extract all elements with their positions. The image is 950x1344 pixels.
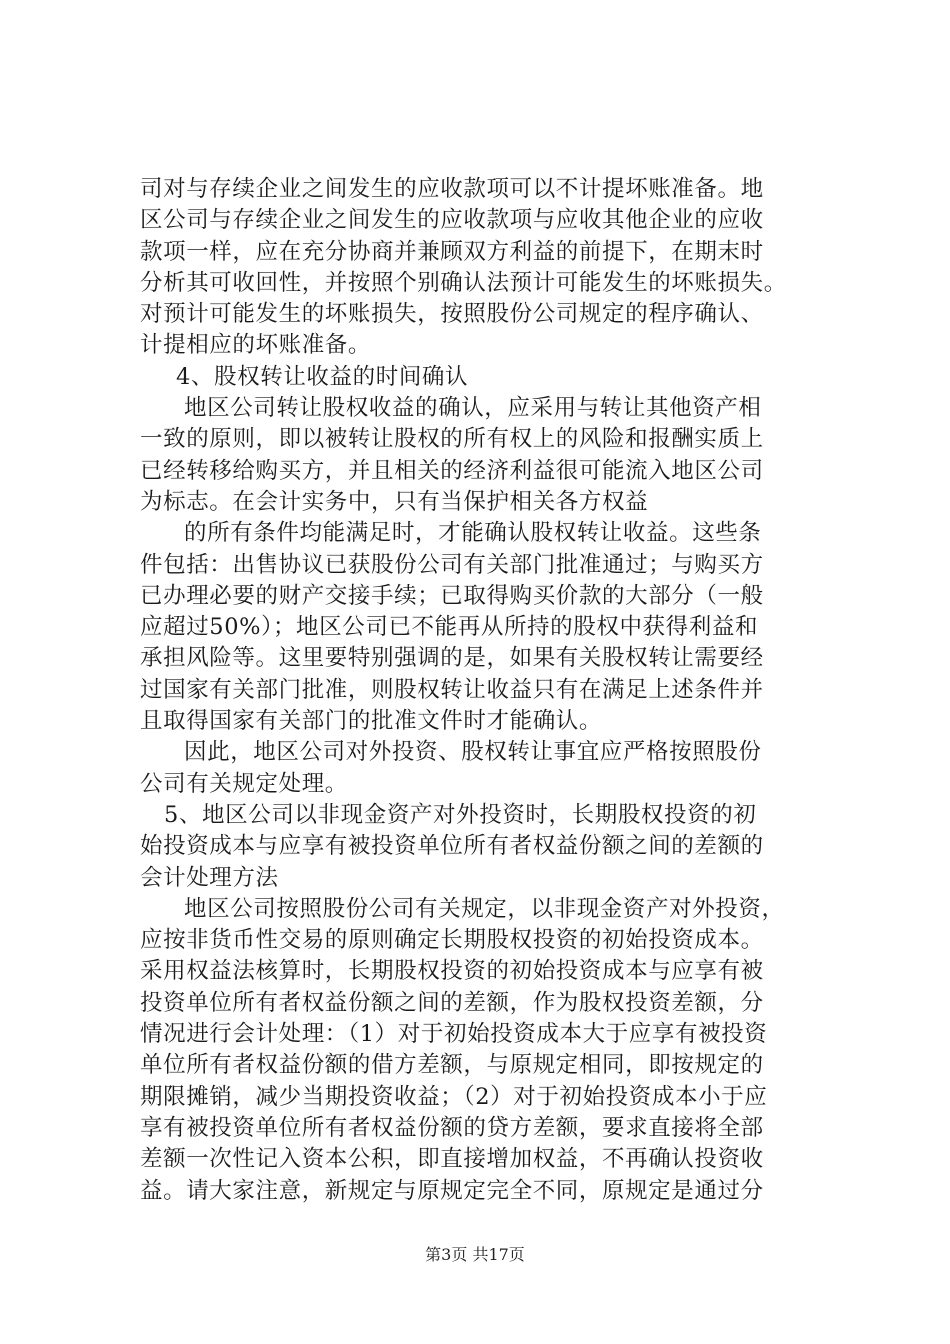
page-footer: [0, 1242, 950, 1265]
text-line: 司对与存续企业之间发生的应收款项可以不计提坏账准备。地: [140, 176, 764, 202]
text-line: 始投资成本与应享有被投资单位所有者权益份额之间的差额的: [140, 833, 764, 860]
body-text: [140, 174, 840, 1207]
page-number: 第3页 共17页: [425, 1245, 525, 1264]
text-line: 过国家有关部门批准，则股权转让收益只有在满足上述条件并: [140, 676, 764, 703]
text-line: 公司有关规定处理。: [140, 770, 348, 797]
text-line: 一致的原则，即以被转让股权的所有权上的风险和报酬实质上: [140, 426, 764, 453]
text-line: 因此，地区公司对外投资、股权转让事宜应严格按照股份: [184, 739, 762, 766]
text-line: 单位所有者权益份额的借方差额，与原规定相同，即按规定的: [140, 1052, 764, 1079]
text-line: 分析其可收回性，并按照个别确认法预计可能发生的坏账损失。: [140, 269, 787, 296]
text-line: 期限摊销，减少当期投资收益；（2）对于初始投资成本小于应: [140, 1083, 768, 1110]
text-line: 已经转移给购买方，并且相关的经济利益很可能流入地区公司: [140, 457, 764, 484]
text-line: 会计处理方法: [140, 864, 279, 891]
text-line: 情况进行会计处理：（1）对于初始投资成本大于应享有被投资: [140, 1021, 768, 1048]
text-line: 对预计可能发生的坏账损失，按照股份公司规定的程序确认、: [140, 301, 764, 328]
text-line: 地区公司按照股份公司有关规定，以非现金资产对外投资，: [184, 895, 785, 922]
text-line: 的所有条件均能满足时，才能确认股权转让收益。这些条: [184, 520, 762, 547]
text-line: 投资单位所有者权益份额之间的差额，作为股权投资差额，分: [140, 989, 764, 1016]
text-line: 且取得国家有关部门的批准文件时才能确认。: [140, 708, 603, 735]
section-heading: 5、地区公司以非现金资产对外投资时，长期股权投资的初: [164, 801, 757, 828]
text-line: 采用权益法核算时，长期股权投资的初始投资成本与应享有被: [140, 958, 764, 985]
text-line: 地区公司转让股权收益的确认，应采用与转让其他资产相: [184, 395, 762, 422]
text-line: 益。请大家注意，新规定与原规定完全不同，原规定是通过分: [140, 1177, 764, 1204]
text-line: 为标志。在会计实务中，只有当保护相关各方权益: [140, 488, 649, 515]
text-line: 差额一次性记入资本公积，即直接增加权益，不再确认投资收: [140, 1146, 764, 1173]
text-line: 应按非货币性交易的原则确定长期股权投资的初始投资成本。: [140, 927, 764, 954]
text-line: 计提相应的坏账准备。: [140, 332, 372, 359]
text-line: 区公司与存续企业之间发生的应收款项与应收其他企业的应收: [140, 207, 764, 234]
section-heading: 4、股权转让收益的时间确认: [176, 363, 469, 390]
text-line: 已办理必要的财产交接手续；已取得购买价款的大部分（一般: [140, 582, 764, 609]
text-line: 享有被投资单位所有者权益份额的贷方差额，要求直接将全部: [140, 1114, 764, 1141]
text-line: 应超过50%）；地区公司已不能再从所持的股权中获得利益和: [140, 614, 759, 641]
text-line: 件包括：出售协议已获股份公司有关部门批准通过；与购买方: [140, 551, 764, 578]
text-line: 款项一样，应在充分协商并兼顾双方利益的前提下，在期末时: [140, 238, 764, 265]
text-line: 承担风险等。这里要特别强调的是，如果有关股权转让需要经: [140, 645, 764, 672]
